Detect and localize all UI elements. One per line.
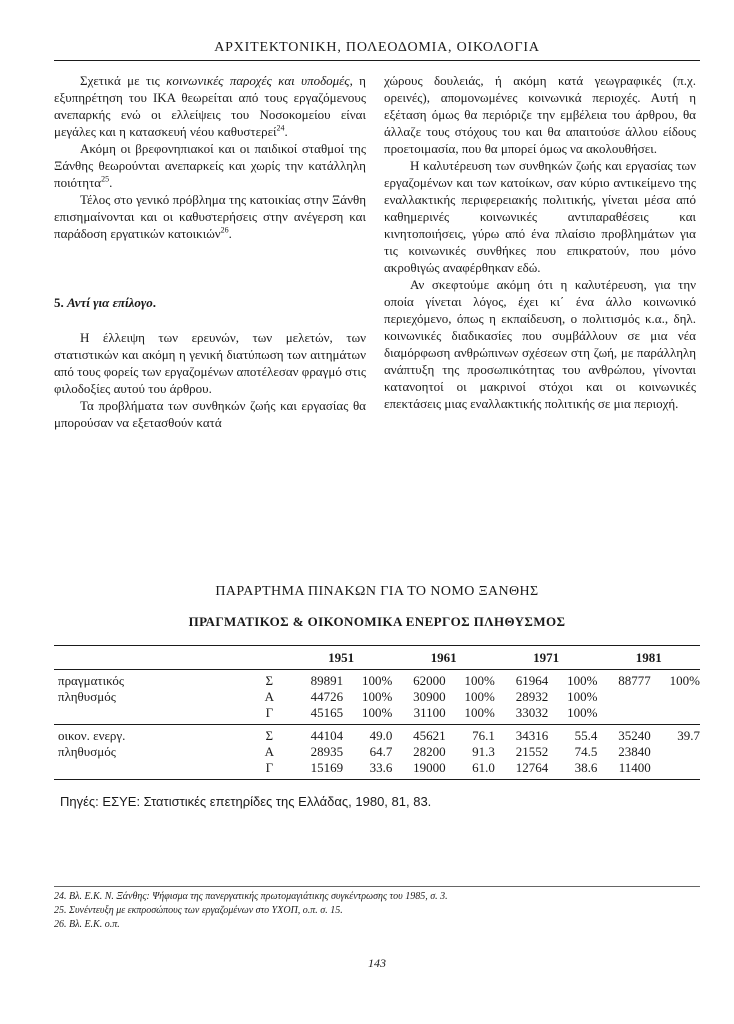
row-code: Σ [265, 673, 274, 688]
footnote-ref-25[interactable]: 25 [101, 174, 110, 184]
table-cell: 19000 [413, 760, 446, 775]
section-heading: 5. Αντί για επίλογο. [54, 295, 157, 310]
table-cell: 28935 [310, 744, 344, 759]
table-cell [651, 689, 700, 705]
row-label: πραγματικός [58, 673, 125, 688]
page-number: 143 [368, 956, 386, 970]
table-cell: 11400 [618, 760, 651, 775]
section-number: 5. [54, 295, 64, 310]
table-cell: 100% [362, 705, 393, 720]
row-code: Σ [249, 725, 290, 745]
table-cell: 62000 [413, 673, 446, 688]
appendix-title: ΠΑΡΑΡΤΗΜΑ ΠΙΝΑΚΩΝ ΓΙΑ ΤΟ ΝΟΜΟ ΞΑΝΘΗΣ [215, 584, 539, 599]
population-table [54, 645, 700, 780]
table-cell: 44104 [290, 725, 343, 745]
table-cell: 15169 [310, 760, 344, 775]
table-cell: 100% [464, 673, 495, 688]
row-label: πληθυσμός [58, 744, 116, 759]
table-header-row [54, 646, 700, 670]
table-cell: 34316 [495, 725, 548, 745]
table-row [54, 725, 700, 745]
paragraph-social-services: Σχετικά με τις κοινωνικές παροχές και υποδομές, η εξυπηρέτηση του ΙΚΑ θεωρείται από τους εργαζόμενους ανεπαρκής ενώ οι ελλείψεις του Νοσοκομείου είναι μεγάλες και η κατασκευή νέου καθυστερεί$^{24}$. [54, 73, 366, 139]
table-cell: 64.7 [369, 744, 393, 759]
table-title: ΠΡΑΓΜΑΤΙΚΟΣ & ΟΙΚΟΝΟΜΙΚΑ ΕΝΕΡΓΟΣ ΠΛΗΘΥΣΜΟΣ [188, 614, 566, 629]
table-cell: 33032 [515, 705, 549, 720]
table-cell: 12764 [515, 760, 549, 775]
paragraph-nurseries: Ακόμη οι βρεφονηπιακοί και οι παιδικοί σταθμοί της Ξάνθης θεωρούνται ανεπαρκείς και χωρίς την κατάλληλη ποιότητα$^{25}$. [54, 141, 366, 190]
right-column [384, 72, 696, 412]
table-cell: 38.6 [574, 760, 598, 775]
population-table-wrapper [54, 645, 700, 780]
footnote-ref-24[interactable]: 24 [276, 123, 285, 133]
paragraph-housing: Τέλος στο γενικό πρόβλημα της κατοικίας στην Ξάνθη επισημαίνονται και οι καθυστερήσεις στην ανέγερση και παράδοση εργατικών κατοικιών$^{26}$. [54, 192, 366, 241]
emphasis-social-services: κοινωνικές παροχές και υποδομές [166, 73, 350, 88]
row-label: πληθυσμός [58, 689, 116, 704]
paragraph-continuation: χώρους δουλειάς, ή ακόμη κατά γεωγραφικές (π.χ. ορεινές), απομονωμένες κοινωνικά περιοχές. Αυτή η εξέταση όμως θα περιόριζε την εμβέλεια του άρθρου, θα άλλαζε τους στόχους του και θα απαιτούσε άλλου είδους προετοιμασία, που θα μπορεί όμως να ακολουθήσει. [384, 73, 696, 156]
running-header [54, 40, 700, 61]
table-cell: 33.6 [369, 760, 393, 775]
table-cell: 100% [567, 689, 598, 704]
table-cell [651, 705, 700, 725]
footnote-ref-26[interactable]: 26 [220, 225, 229, 235]
table-row [54, 689, 700, 705]
row-code: Γ [265, 705, 274, 720]
paragraph-lack-of-research: Η έλλειψη των ερευνών, των μελετών, των στατιστικών και ακόμη η γενική διατύπωση των αιτημάτων από τους φορείς των εργαζομένων αποτέλεσαν φραγμό στις φιλοδοξίες αυτού του άρθρου. [54, 330, 366, 396]
table-row [54, 705, 700, 725]
table-cell: 100% [464, 705, 495, 720]
running-title: ΑΡΧΙΤΕΚΤΟΝΙΚΗ, ΠΟΛΕΟΔΟΜΙΑ, ΟΙΚΟΛΟΓΙΑ [214, 40, 540, 55]
year-header: 1961 [430, 650, 457, 665]
table-cell: 76.1 [446, 725, 495, 745]
table-cell: 28932 [515, 689, 549, 704]
left-column [54, 72, 366, 431]
footnotes [54, 886, 700, 932]
table-cell [597, 705, 650, 725]
table-cell: 88777 [618, 673, 651, 688]
table-cell: 61964 [515, 673, 549, 688]
table-cell: 89891 [310, 673, 344, 688]
table-cell: 100% [567, 673, 598, 688]
paragraph-improvement: Η καλυτέρευση των συνθηκών ζωής και εργασίας των εργαζομένων και των κατοίκων, σαν κύριο αντικείμενο της εναλλακτικής περιφερειακής πολιτικής, γίνεται μέσα από καθημερινές κοινωνικές αντιπαραθέσεις και κινητοποιήσεις, γύρω από ένα πλαίσιο προβλημάτων για τις κοινωνικές συνθήκες που επικρατούν, που μόνο ακροθιγώς αναφέρθηκαν εδώ. [384, 158, 696, 275]
footnote-26: 26. Βλ. Ε.Κ. ο.π. [54, 919, 120, 930]
section-title: Αντί για επίλογο [67, 295, 153, 310]
table-cell [651, 744, 700, 760]
row-code: Α [264, 689, 275, 704]
table-group-actual-population [54, 670, 700, 725]
table-cell: 21552 [515, 744, 549, 759]
table-cell [597, 689, 650, 705]
table-cell: 100% [669, 673, 700, 688]
paragraph-problems: Τα προβλήματα των συνθηκών ζωής και εργασίας θα μπορούσαν να εξετασθούν κατά [54, 398, 366, 430]
table-cell: 91.3 [472, 744, 495, 759]
table-cell [651, 760, 700, 780]
table-cell: 55.4 [548, 725, 597, 745]
table-cell: 74.5 [574, 744, 598, 759]
table-cell: 61.0 [472, 760, 495, 775]
table-cell: 31100 [413, 705, 446, 720]
table-cell: 30900 [413, 689, 446, 704]
table-cell: 100% [362, 673, 393, 688]
table-row [54, 670, 700, 690]
row-code: Γ [265, 760, 274, 775]
table-cell: 100% [567, 705, 598, 720]
year-header: 1971 [533, 650, 560, 665]
table-cell: 28200 [413, 744, 446, 759]
year-header: 1951 [328, 650, 355, 665]
table-cell: 23840 [618, 744, 651, 759]
row-label: οικον. ενεργ. [54, 725, 249, 745]
table-cell: 39.7 [651, 725, 700, 745]
table-row [54, 760, 700, 780]
table-cell: 44726 [310, 689, 344, 704]
table-group-economically-active [54, 725, 700, 780]
footnote-24: 24. Βλ. Ε.Κ. Ν. Ξάνθης: Ψήφισμα της πανεργατικής πρωτομαγιάτικης συγκέντρωσης του 1985, σ. 3. [54, 891, 448, 902]
table-cell: 49.0 [343, 725, 392, 745]
table-cell: 100% [362, 689, 393, 704]
year-header: 1981 [635, 650, 662, 665]
row-code: Α [264, 744, 275, 759]
table-sources: Πηγές: ΕΣΥΕ: Στατιστικές επετηρίδες της Ελλάδας, 1980, 81, 83. [60, 794, 432, 809]
table-cell: 35240 [597, 725, 650, 745]
footnote-25: 25. Συνέντευξη με εκπροσώπους των εργαζομένων στο ΥΧΟΠ, ο.π. σ. 15. [54, 905, 343, 916]
paragraph-social-content: Αν σκεφτούμε ακόμη ότι η καλυτέρευση, για την οποία γίνεται λόγος, έχει κι΄ ένα άλλο κοινωνικό περιεχόμενο, όπως η εκπαίδευση, ο πολιτισμός κ.α., δηλ. κοινωνικές διαδικασίες που συμβάλλουν σε μια νέα διαμόρφωση ανθρώπινων σχέσεων στη ζωή, με παράλληλη ανάπτυξη της προσωπικότητας του ανθρώπου, γίνονται κατανοητοί οι μακρινοί στόχοι και οι κοινωνικές επεκτάσεις μιας εναλλακτικής πολιτικής σε μια περιοχή. [384, 277, 696, 411]
table-cell: 45621 [392, 725, 445, 745]
table-cell: 45165 [310, 705, 344, 720]
table-cell: 100% [464, 689, 495, 704]
table-row [54, 744, 700, 760]
